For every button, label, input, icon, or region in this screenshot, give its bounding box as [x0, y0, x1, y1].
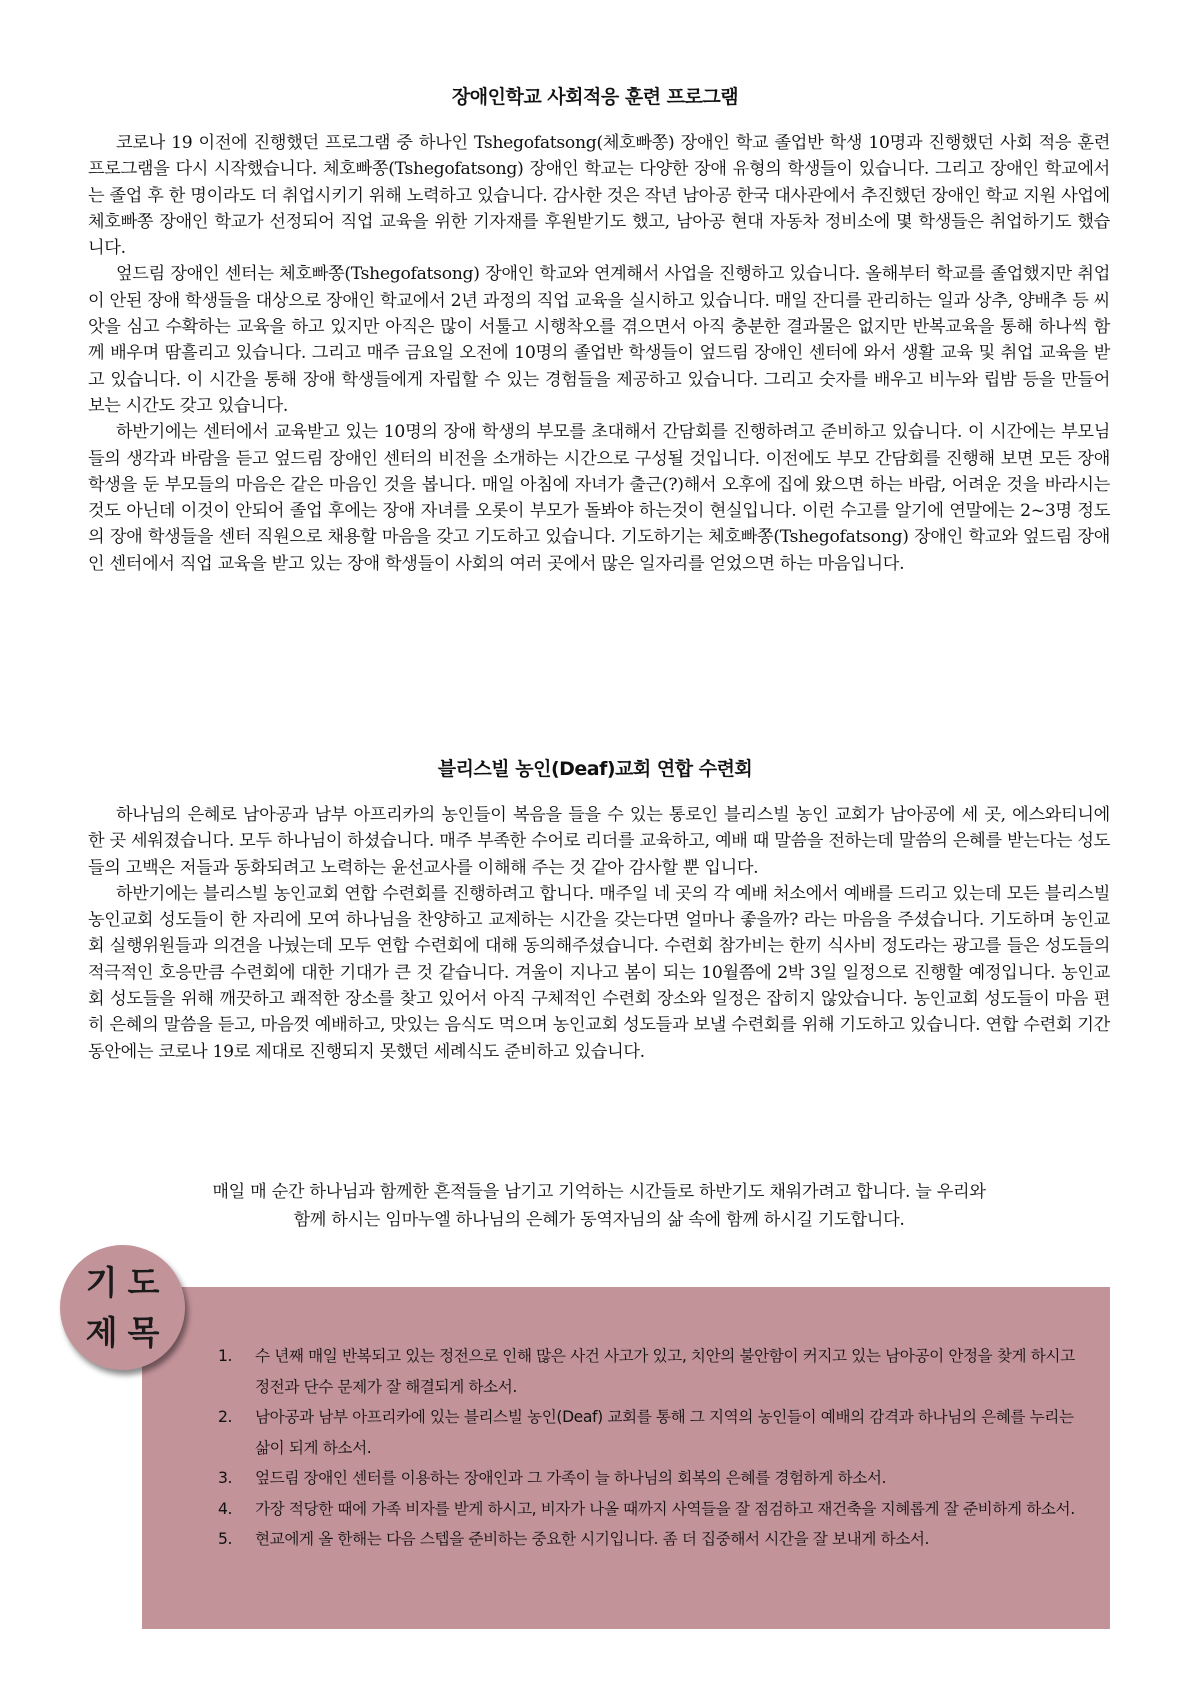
- prayer-item: [215, 1524, 1075, 1555]
- prayer-item: [215, 1341, 1075, 1402]
- paragraph: 하반기에는 센터에서 교육받고 있는 10명의 장애 학생의 부모를 초대해서 간담회를 진행하려고 준비하고 있습니다. 이 시간에는 부모님들의 생각과 바람을 듣고 엎드림 장애인 센터의 비전을 소개하는 시간으로 구성될 것입니다. 이전에도 부모 간담회를 진행해 보면 모든 장애 학생을 둔 부모들의 마음은 같은 마음인 것을 봅니다. 매일 아침에 자녀가 출근(?)해서 오후에 집에 왔으면 하는 바람, 어려운 것을 바라시는 것도 아닌데 이것이 안되어 졸업 후에는 장애 자녀를 오롯이 부모가 돌봐야 하는것이 현실입니다. 이런 수고를 알기에 연말에는 2~3명 정도의 장애 학생들을 센터 직원으로 채용할 마음을 갖고 기도하고 있습니다. 기도하기는 체호빠쫑(Tshegofatsong) 장애인 학교와 엎드림 장애인 센터에서 직업 교육을 받고 있는 장애 학생들이 사회의 여러 곳에서 많은 일자리를 얻었으면 하는 마음입니다.: [88, 422, 1110, 574]
- badge-line: 제목: [85, 1312, 170, 1352]
- section-body-social-training: [88, 130, 1110, 577]
- prayer-item: [215, 1402, 1075, 1463]
- closing-message: [88, 1178, 1110, 1234]
- prayer-item-text: 남아공과 남부 아프리카에 있는 블리스빌 농인(Deaf) 교회를 통해 그 지역의 농인들이 예배의 감격과 하나님의 은혜를 누리는 삶이 되게 하소서.: [255, 1408, 1074, 1457]
- prayer-requests-badge: [60, 1245, 185, 1370]
- prayer-item-number: 5.: [218, 1530, 233, 1548]
- closing-line: 매일 매 순간 하나님과 함께한 흔적들을 남기고 기억하는 시간들로 하반기도 채워가려고 합니다. 늘 우리와: [212, 1182, 986, 1202]
- paragraph: 하반기에는 블리스빌 농인교회 연합 수련회를 진행하려고 합니다. 매주일 네 곳의 각 예배 처소에서 예배를 드리고 있는데 모든 블리스빌 농인교회 성도들이 한 자리에 모여 하나님을 찬양하고 교제하는 시간을 갖는다면 얼마나 좋을까? 라는 마음을 주셨습니다. 기도하며 농인교회 실행위원들과 의견을 나눴는데 모두 연합 수련회에 대해 동의해주셨습니다. 수련회 참가비는 한끼 식사비 정도라는 광고를 들은 성도들의 적극적인 호응만큼 수련회에 대한 기대가 큰 것 같습니다. 겨울이 지나고 봄이 되는 10월쯤에 2박 3일 일정으로 진행할 예정입니다. 농인교회 성도들을 위해 깨끗하고 쾌적한 장소를 찾고 있어서 아직 구체적인 수련회 장소와 일정은 잡히지 않았습니다. 농인교회 성도들이 마음 편히 은혜의 말씀을 듣고, 마음껏 예배하고, 맛있는 음식도 먹으며 농인교회 성도들과 보낼 수련회를 위해 기도하고 있습니다. 연합 수련회 기간 동안에는 코로나 19로 제대로 진행되지 못했던 세례식도 준비하고 있습니다.: [88, 883, 1110, 1062]
- section-body-deaf-church-retreat: [88, 802, 1110, 1065]
- prayer-item-number: 4.: [218, 1499, 233, 1518]
- prayer-item-text: 가장 적당한 때에 가족 비자를 받게 하시고, 비자가 나올 때까지 사역들을 잘 점검하고 재건축을 지혜롭게 잘 준비하게 하소서.: [255, 1499, 1075, 1518]
- prayer-item-number: 1.: [218, 1347, 233, 1365]
- closing-line: 함께 하시는 임마누엘 하나님의 은혜가 동역자님의 삶 속에 함께 하시길 기도합니다.: [293, 1210, 905, 1230]
- paragraph: 코로나 19 이전에 진행했던 프로그램 중 하나인 Tshegofatsong(체호빠쫑) 장애인 학교 졸업반 학생 10명과 진행했던 사회 적응 훈련 프로그램을 다시 시작했습니다. 체호빠쫑(Tshegofatsong) 장애인 학교는 다양한 장애 유형의 학생들이 있습니다. 그리고 장애인 학교에서는 졸업 후 한 명이라도 더 취업시키기 위해 노력하고 있습니다. 감사한 것은 작년 남아공 한국 대사관에서 추진했던 장애인 학교 지원 사업에 체호빠쫑 장애인 학교가 선정되어 직업 교육을 위한 기자재를 후원받기도 했고, 남아공 현대 자동차 정비소에 몇 학생들은 취업하기도 했습니다.: [88, 133, 1110, 259]
- prayer-item-text: 수 년째 매일 반복되고 있는 정전으로 인해 많은 사건 사고가 있고, 치안의 불안함이 커지고 있는 남아공이 안정을 찾게 하시고 정전과 단수 문제가 잘 해결되게 하소서.: [255, 1347, 1075, 1396]
- prayer-item-text: 엎드림 장애인 센터를 이용하는 장애인과 그 가족이 늘 하나님의 회복의 은혜를 경험하게 하소서.: [255, 1469, 887, 1487]
- prayer-item: [215, 1463, 1075, 1494]
- paragraph: 엎드림 장애인 센터는 체호빠쫑(Tshegofatsong) 장애인 학교와 연계해서 사업을 진행하고 있습니다. 올해부터 학교를 졸업했지만 취업이 안된 장애 학생들을 대상으로 장애인 학교에서 2년 과정의 직업 교육을 실시하고 있습니다. 매일 잔디를 관리하는 일과 상추, 양배추 등 씨앗을 심고 수확하는 교육을 하고 있지만 아직은 많이 서툴고 시행착오를 겪으면서 아직 충분한 결과물은 없지만 반복교육을 통해 하나씩 함께 배우며 땀흘리고 있습니다. 그리고 매주 금요일 오전에 10명의 졸업반 학생들이 엎드림 장애인 센터에 와서 생활 교육 및 취업 교육을 받고 있습니다. 이 시간을 통해 장애 학생들에게 자립할 수 있는 경험들을 제공하고 있습니다. 그리고 숫자를 배우고 비누와 립밤 등을 만들어 보는 시간도 갖고 있습니다.: [88, 264, 1110, 416]
- paragraph: 하나님의 은혜로 남아공과 남부 아프리카의 농인들이 복음을 들을 수 있는 통로인 블리스빌 농인 교회가 남아공에 세 곳, 에스와티니에 한 곳 세워졌습니다. 모두 하나님이 하셨습니다. 매주 부족한 수어로 리더를 교육하고, 예배 때 말씀을 전하는데 말씀의 은혜를 받는다는 성도들의 고백은 저들과 동화되려고 노력하는 윤선교사를 이해해 주는 것 같아 감사할 뿐 입니다.: [88, 805, 1110, 878]
- prayer-requests-list: [215, 1341, 1075, 1555]
- section-title-deaf-church-retreat: 블리스빌 농인(Deaf)교회 연합 수련회: [437, 758, 753, 780]
- prayer-item-text: 현교에게 올 한해는 다음 스텝을 준비하는 중요한 시기입니다. 좀 더 집중해서 시간을 잘 보내게 하소서.: [255, 1530, 930, 1548]
- section-title-social-training: 장애인학교 사회적응 훈련 프로그램: [451, 86, 739, 108]
- prayer-item-number: 3.: [218, 1469, 233, 1487]
- prayer-item: [215, 1494, 1075, 1525]
- prayer-item-number: 2.: [218, 1408, 233, 1426]
- badge-line: 기도: [85, 1262, 170, 1302]
